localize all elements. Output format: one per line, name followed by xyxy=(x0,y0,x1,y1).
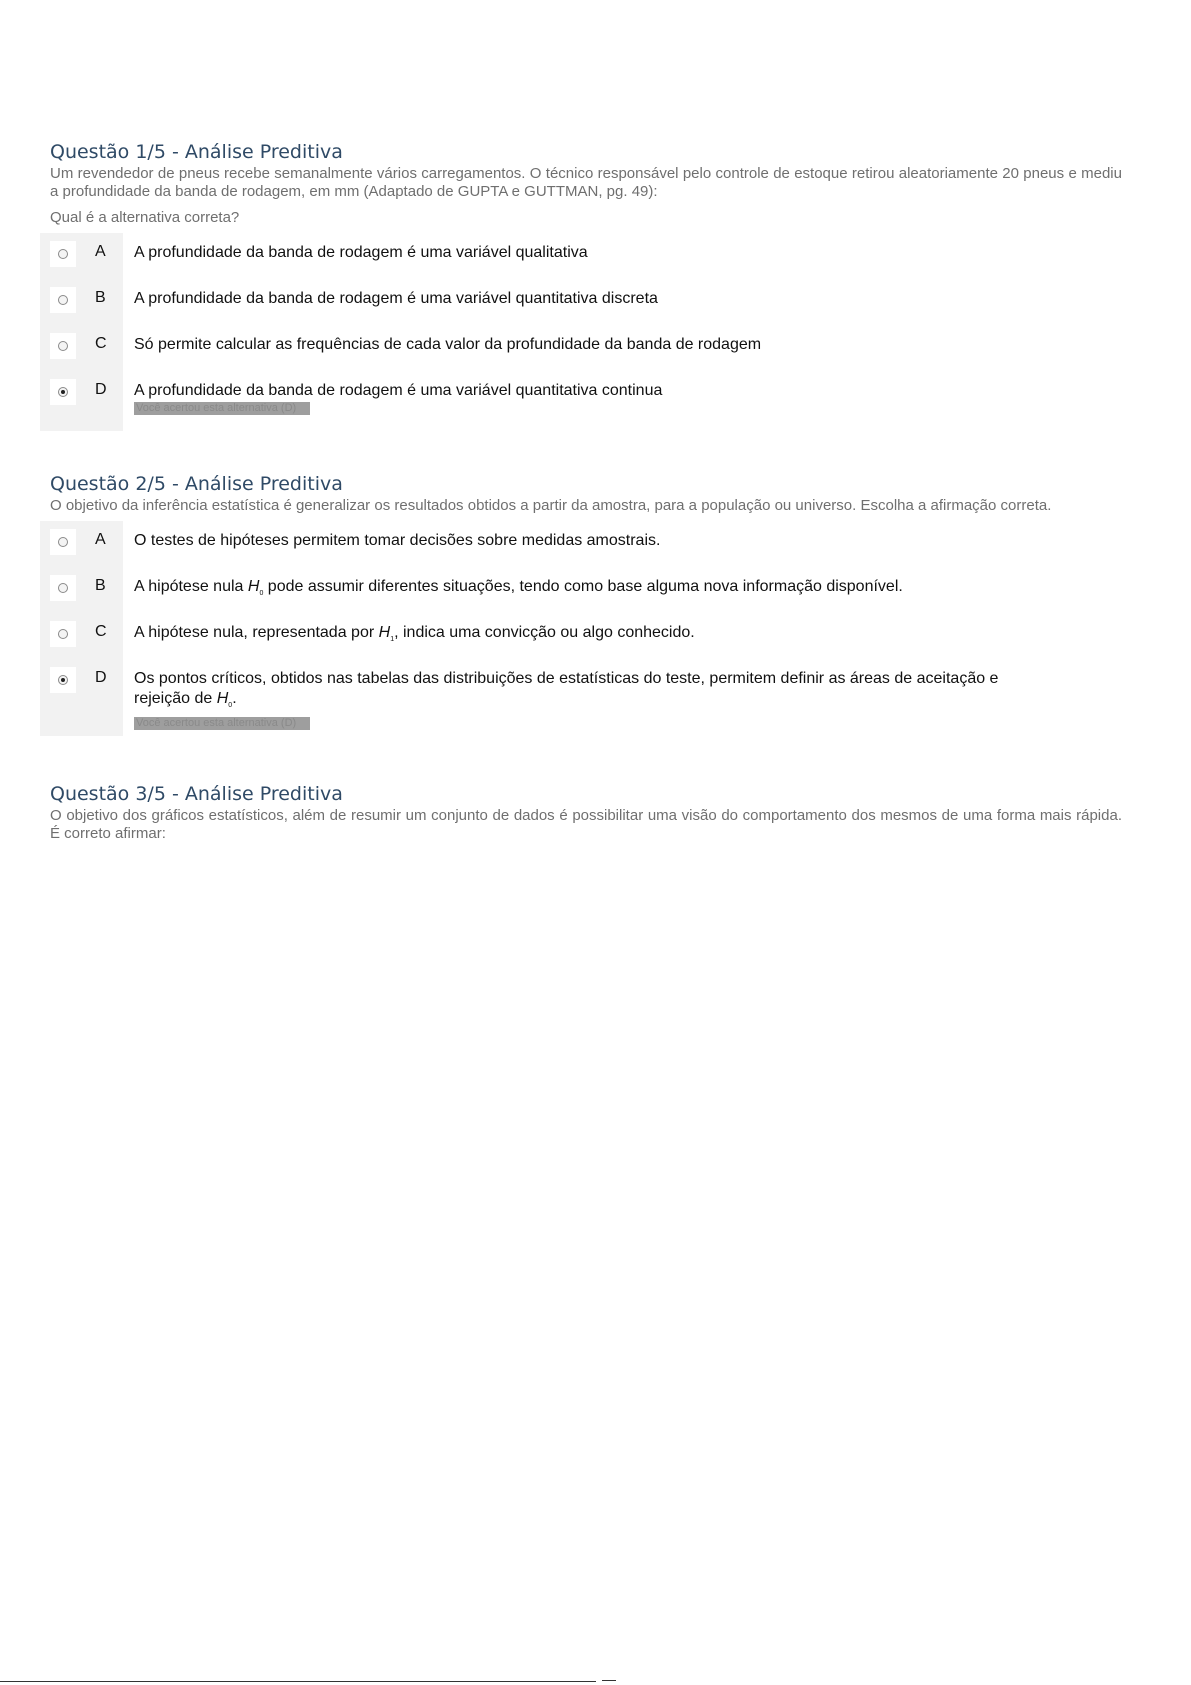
question-3 xyxy=(50,782,1122,843)
hypothesis-subscript: 1 xyxy=(390,636,395,644)
option-letter: C xyxy=(95,623,107,640)
option-text xyxy=(134,623,695,650)
radio-icon xyxy=(58,629,68,639)
radio-button[interactable] xyxy=(50,575,76,601)
question-title: Questão 1/5 - Análise Preditiva xyxy=(50,141,343,163)
hypothesis-symbol: H xyxy=(216,690,229,707)
hypothesis-symbol: H xyxy=(247,578,260,595)
option-letter: B xyxy=(95,577,106,594)
option-text-wrap xyxy=(134,669,1054,736)
radio-icon xyxy=(58,249,68,259)
option-text: A profundidade da banda de rodagem é uma variável quantitativa continua xyxy=(134,382,663,399)
option-text: O testes de hipóteses permitem tomar decisões sobre medidas amostrais. xyxy=(134,532,661,549)
radio-button-selected[interactable] xyxy=(50,667,76,693)
option-text-pre: A hipótese nula, representada por xyxy=(134,624,379,641)
page-footer-mark xyxy=(602,1680,616,1681)
radio-checked-icon xyxy=(58,675,68,685)
radio-button[interactable] xyxy=(50,241,76,267)
radio-icon xyxy=(58,295,68,305)
option-text xyxy=(134,669,1054,716)
hypothesis-symbol: H xyxy=(378,624,391,641)
option-text: Só permite calcular as frequências de cada valor da profundidade da banda de rodagem xyxy=(134,336,762,353)
radio-button[interactable] xyxy=(50,333,76,359)
option-text: A profundidade da banda de rodagem é uma variável quantitativa discreta xyxy=(134,290,658,307)
question-text: O objetivo dos gráficos estatísticos, além de resumir um conjunto de dados é possibilitar uma visão do comportamento dos mesmos de uma forma mais rápida. É correto afirmar: xyxy=(50,807,1122,842)
hypothesis-subscript: 0 xyxy=(259,590,264,598)
radio-checked-icon xyxy=(58,387,68,397)
answer-feedback: Você acertou esta alternativa (D) xyxy=(134,402,310,415)
option-c[interactable] xyxy=(40,613,1122,659)
option-c[interactable] xyxy=(40,325,1122,371)
radio-button[interactable] xyxy=(50,287,76,313)
option-letter: D xyxy=(95,381,107,398)
option-letter: A xyxy=(95,531,106,548)
option-b[interactable] xyxy=(40,279,1122,325)
option-b[interactable] xyxy=(40,567,1122,613)
radio-icon xyxy=(58,583,68,593)
option-d[interactable] xyxy=(40,659,1122,736)
options-list xyxy=(40,233,1122,431)
hypothesis-subscript: 0 xyxy=(228,702,233,710)
radio-button[interactable] xyxy=(50,621,76,647)
radio-button[interactable] xyxy=(50,529,76,555)
option-letter: D xyxy=(95,669,107,686)
option-d[interactable] xyxy=(40,371,1122,431)
option-letter: B xyxy=(95,289,106,306)
option-letter: A xyxy=(95,243,106,260)
option-text-post: . xyxy=(232,690,237,707)
radio-icon xyxy=(58,537,68,547)
question-title: Questão 3/5 - Análise Preditiva xyxy=(50,783,343,805)
option-a[interactable] xyxy=(40,521,1122,567)
option-letter: C xyxy=(95,335,107,352)
question-text: Um revendedor de pneus recebe semanalmente vários carregamentos. O técnico responsável pelo controle de estoque retirou aleatoriamente 20 pneus e mediu a profundidade da banda de rodagem, em mm (Adaptado de GUPTA e GUTTMAN, pg. 49): xyxy=(50,165,1122,200)
question-text: O objetivo da inferência estatística é generalizar os resultados obtidos a partir da amostra, para a população ou universo. Escolha a afirmação correta. xyxy=(50,497,1052,514)
option-text xyxy=(134,577,903,604)
page-footer-divider xyxy=(0,1681,596,1682)
question-prompt: Qual é a alternativa correta? xyxy=(50,209,240,226)
question-1 xyxy=(50,140,1122,431)
options-list xyxy=(40,521,1122,736)
option-a[interactable] xyxy=(40,233,1122,279)
option-text-pre: A hipótese nula xyxy=(134,578,248,595)
option-text-pre: Os pontos críticos, obtidos nas tabelas das distribuições de estatísticas do teste, permitem definir as áreas de aceitação e rejeição de xyxy=(134,670,999,707)
question-title: Questão 2/5 - Análise Preditiva xyxy=(50,473,343,495)
radio-icon xyxy=(58,341,68,351)
option-text: A profundidade da banda de rodagem é uma variável qualitativa xyxy=(134,244,588,261)
option-text-post: pode assumir diferentes situações, tendo como base alguma nova informação disponível. xyxy=(263,578,903,595)
question-2 xyxy=(50,472,1122,736)
option-text-wrap xyxy=(134,381,662,421)
option-text-post: , indica uma convicção ou algo conhecido. xyxy=(394,624,695,641)
answer-feedback: Você acertou esta alternativa (D) xyxy=(134,717,310,730)
radio-button-selected[interactable] xyxy=(50,379,76,405)
